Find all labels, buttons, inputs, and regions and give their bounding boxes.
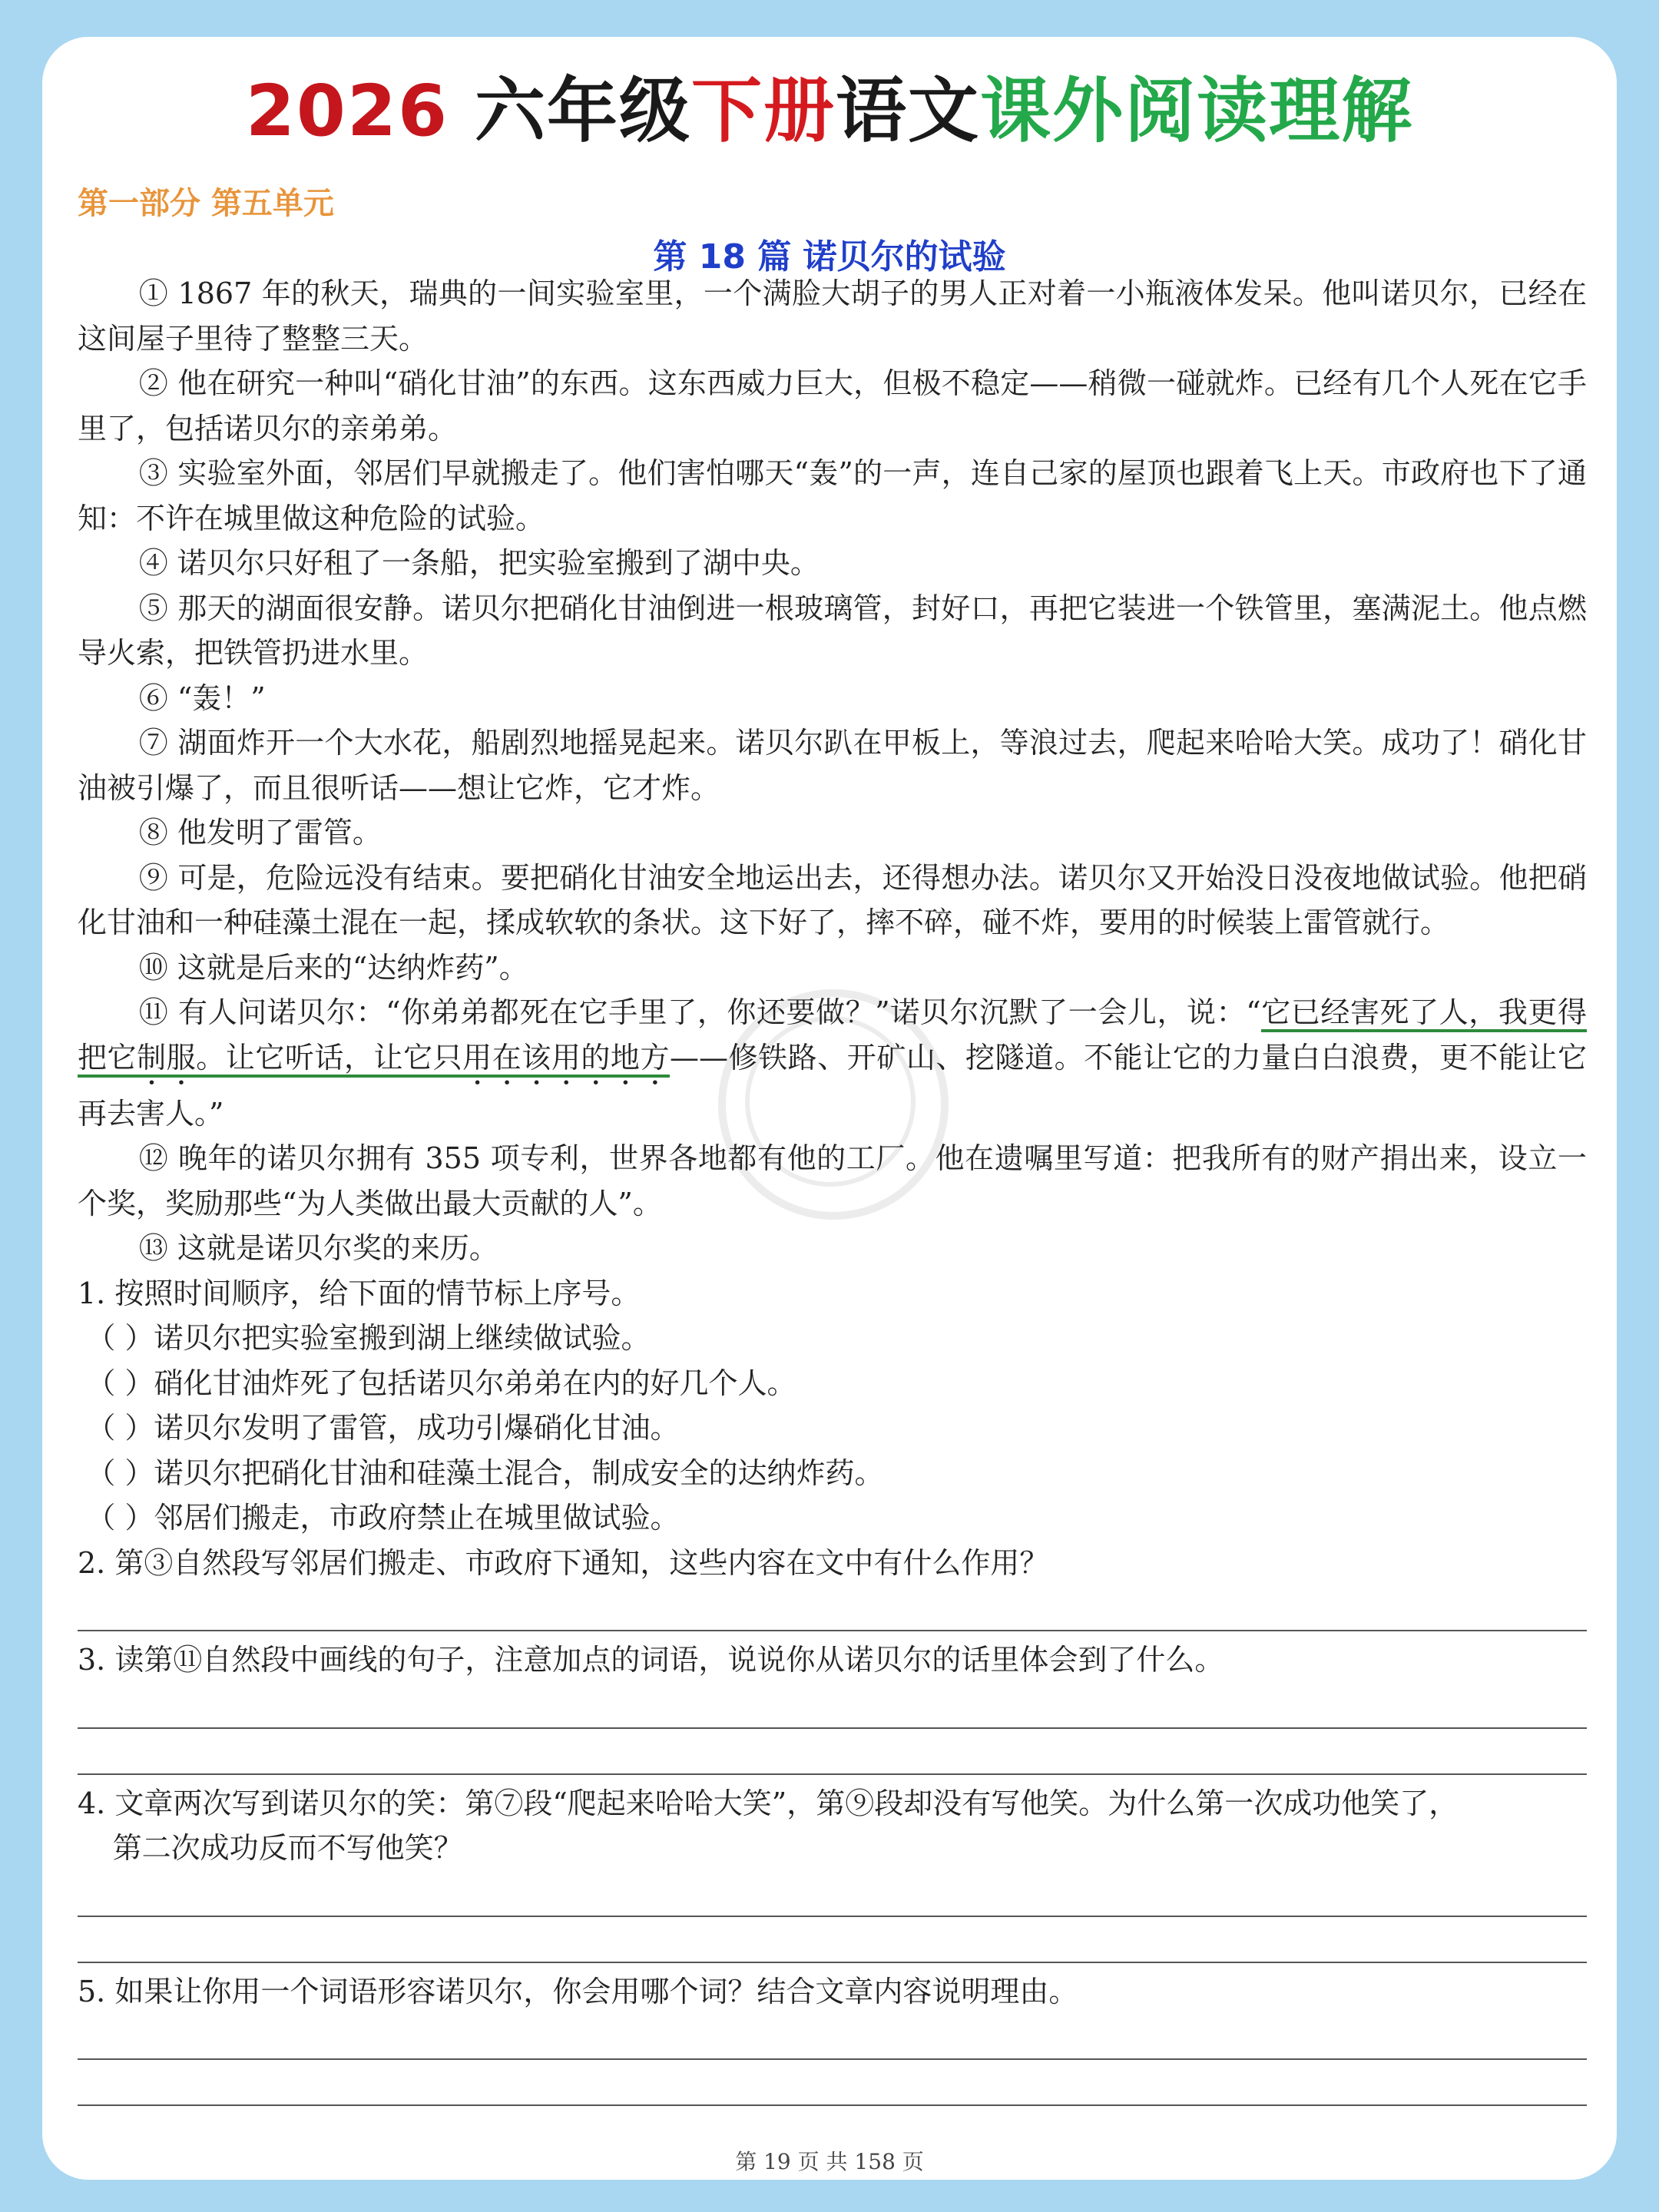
q2-answer-line[interactable] [78, 1585, 1587, 1631]
title-grade: 六年级 [475, 70, 692, 152]
title-volume: 下册 [691, 70, 836, 152]
dotted-word-2: 用在该用的地方 [462, 1040, 671, 1075]
q1-option-2[interactable]: （ ）硝化甘油炸死了包括诺贝尔弟弟在内的好几个人。 [86, 1366, 796, 1400]
q4-answer-line-1[interactable] [78, 1871, 1587, 1917]
worksheet-page [42, 37, 1617, 2180]
paragraph-12: ⑫ 晚年的诺贝尔拥有 355 项专利，世界各地都有他的工厂。他在遗嘱里写道：把我所有的财产捐出来，设立一个奖，奖励那些“为人类做出最大贡献的人”。 [78, 1141, 1587, 1220]
q5-answer-line-1[interactable] [78, 2014, 1587, 2060]
article-title: 第 18 篇 诺贝尔的试验 [653, 237, 1006, 276]
q3-answer-line-1[interactable] [78, 1683, 1587, 1729]
q4-answer-line-2[interactable] [78, 1917, 1587, 1963]
paragraph-6: ⑥ “轰！” [138, 680, 266, 715]
page-title [42, 69, 1617, 154]
paragraph-7: ⑦ 湖面炸开一个大水花，船剧烈地摇晃起来。诺贝尔趴在甲板上，等浪过去，爬起来哈哈大笑。成功了！硝化甘油被引爆了，而且很听话——想让它炸，它才炸。 [78, 726, 1587, 805]
q5-answer-line-2[interactable] [78, 2060, 1587, 2106]
question-1: 1. 按照时间顺序，给下面的情节标上序号。 [78, 1276, 641, 1310]
title-topic: 课外阅读理解 [980, 70, 1414, 152]
article-body [78, 271, 1587, 2106]
page-footer: 第 19 页 共 158 页 [735, 2149, 924, 2174]
q1-option-5[interactable]: （ ）邻居们搬走，市政府禁止在城里做试验。 [86, 1501, 680, 1535]
q3-answer-line-2[interactable] [78, 1729, 1587, 1775]
underlined-part-2: 。让它听话，让它只 [196, 1040, 463, 1075]
paragraph-1: ① 1867 年的秋天，瑞典的一间实验室里，一个满脸大胡子的男人正对着一小瓶液体发呆。他叫诺贝尔，已经在这间屋子里待了整整三天。 [78, 276, 1587, 356]
question-4-cont: 第二次成功反而不写他笑？ [112, 1831, 463, 1865]
q1-option-3[interactable]: （ ）诺贝尔发明了雷管，成功引爆硝化甘油。 [86, 1411, 680, 1445]
paragraph-11 [78, 990, 1587, 1136]
paragraph-4: ④ 诺贝尔只好租了一条船，把实验室搬到了湖中央。 [138, 546, 820, 580]
underlined-part-1: 它已经害死了人，我更得把它 [78, 995, 1587, 1075]
p11-lead: ⑪ 有人问诺贝尔：“你弟弟都死在它手里了，你还要做？”诺贝尔沉默了一会儿，说：“ [138, 995, 1261, 1029]
paragraph-5: ⑤ 那天的湖面很安静。诺贝尔把硝化甘油倒进一根玻璃管，封好口，再把它装进一个铁管里，塞满泥土。他点燃导火索，把铁管扔进水里。 [78, 591, 1587, 670]
question-4: 4. 文章两次写到诺贝尔的笑：第⑦段“爬起来哈哈大笑”，第⑨段却没有写他笑。为什么第一次成功他笑了， [78, 1786, 1459, 1820]
paragraph-3: ③ 实验室外面，邻居们早就搬走了。他们害怕哪天“轰”的一声，连自己家的屋顶也跟着飞上天。市政府也下了通知：不许在城里做这种危险的试验。 [78, 456, 1587, 535]
title-year: 2026 [245, 70, 475, 152]
question-2: 2. 第③自然段写邻居们搬走、市政府下通知，这些内容在文中有什么作用？ [78, 1545, 1049, 1580]
question-5: 5. 如果让你用一个词语形容诺贝尔，你会用哪个词？结合文章内容说明理由。 [78, 1974, 1078, 2008]
paragraph-9: ⑨ 可是，危险远没有结束。要把硝化甘油安全地运出去，还得想办法。诺贝尔又开始没日没夜地做试验。他把硝化甘油和一种硅藻土混在一起，揉成软软的条状。这下好了，摔不碎，碰不炸，要用的时候装上雷管就行。 [78, 860, 1587, 939]
dotted-word-1: 制服 [137, 1040, 197, 1075]
paragraph-10: ⑩ 这就是后来的“达纳炸药”。 [138, 950, 528, 985]
paragraph-8: ⑧ 他发明了雷管。 [138, 816, 382, 849]
paragraph-13: ⑬ 这就是诺贝尔奖的来历。 [138, 1231, 498, 1265]
p11-tail: ——修铁路、开矿山、挖隧道。不能让它的力量白白浪费，更不能让它再去害人。” [78, 1040, 1587, 1131]
title-subject: 语文 [836, 70, 981, 152]
question-3: 3. 读第⑪自然段中画线的句子，注意加点的词语，说说你从诺贝尔的话里体会到了什么。 [78, 1643, 1224, 1677]
paragraph-2: ② 他在研究一种叫“硝化甘油”的东西。这东西威力巨大，但极不稳定——稍微一碰就炸。已经有几个人死在它手里了，包括诺贝尔的亲弟弟。 [78, 366, 1587, 445]
section-label: 第一部分 第五单元 [78, 186, 334, 221]
q1-option-4[interactable]: （ ）诺贝尔把硝化甘油和硅藻土混合，制成安全的达纳炸药。 [86, 1455, 884, 1490]
q1-option-1[interactable]: （ ）诺贝尔把实验室搬到湖上继续做试验。 [86, 1321, 651, 1355]
